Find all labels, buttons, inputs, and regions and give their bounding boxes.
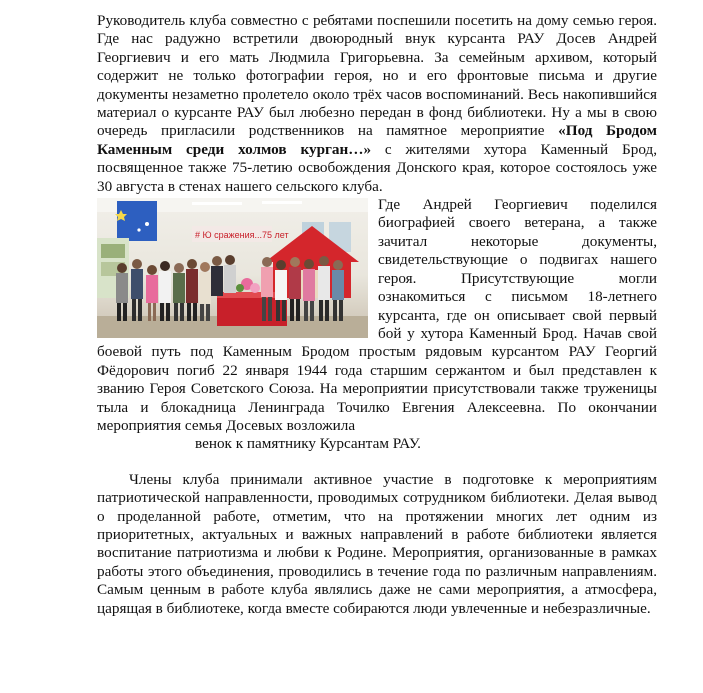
flag-shape	[117, 201, 157, 241]
event-title: «Под Бродом Каменным среди холмов курган…»	[97, 122, 657, 158]
paragraph-2: Члены клуба принимали активное участие в подготовке к мероприятиям патриотической направленности, проводимых сотрудником библиотеки. Делая вывод о проделанной работе, отметим, что на протяжении многих лет одним из приоритетных, актуальных и важных направлений в работе библиотеки является воспитание патриотизма и любви к Родине. Мероприятия, организованные в рамках работы этого объединения, проводились в течение года по различным направлениям. Самым ценным в работе клуба являлись даже не сами мероприятия, а атмосфера, царящая в библиотеке, когда вместе собираются люди увлеченные и небезразличные.	[97, 470, 657, 617]
event-photo-image	[97, 198, 368, 338]
paragraph-1-text-c: Где Андрей Георгиевич поделился биографией своего ветерана, а также зачитал некоторые документы, свидетельствующие о подвигах нашего героя. Присутствующие могли ознакомиться с письмом 18-летнего курсанта, где он описывает свой первый бой у хутора Каменный Брод. Начав свой боевой путь под Каменным Бродом простым рядовым курсантом РАУ Георгий Фёдорович погиб 22 января 1944 года старшим сержантом и был представлен к званию Героя Советского Союза. На мероприятии присутствовали также труженицы тыла и блокадница Ленинграда Точилко Евгения Алексеевна. По окончании мероприятия семья Досевых возложила	[97, 196, 657, 434]
document-page	[97, 12, 657, 618]
paragraph-1-text-a: Руководитель клуба совместно с ребятами поспешили посетить на дому семью героя. Где нас радужно встретили двоюродный внук курсанта РАУ Досев Андрей Георгиевич и его мать Людмила Григорьевна. За семейным архивом, который содержит не только фотографии героя, но и его фронтовые письма и другие документы незаметно пролетело около трёх часов воспоминаний. Весь накопившийся материал о курсанте РАУ был любезно передан в фонд библиотеки. Ну а мы в свою очередь пригласили родственников на памятное мероприятие	[97, 12, 657, 140]
paragraph-1	[97, 12, 657, 196]
event-photo	[97, 198, 368, 338]
banner-text: # Ю сражения...75 лет	[195, 230, 289, 241]
paragraph-1-text-b: с жителями хутора Каменный Брод, посвященное также 75-летию освобождения Донского края, которое состоялось уже 30 августа в стенах нашего сельского клуба.	[97, 140, 657, 195]
paragraph-1-text-d: венок к памятнику Курсантам РАУ.	[195, 435, 421, 453]
